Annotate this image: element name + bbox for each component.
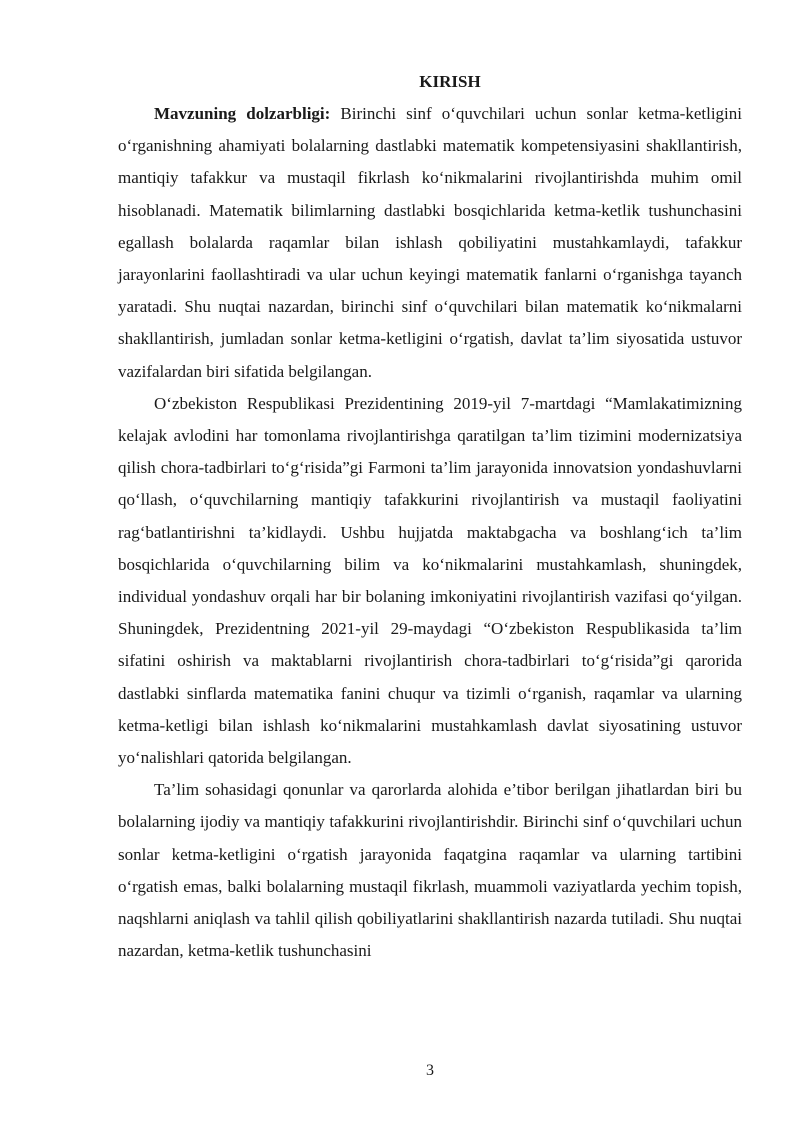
paragraph-text: Ta’lim sohasidagi qonunlar va qarorlarda alohida e’tibor berilgan jihatlardan biri bu bolalarning ijodiy va mantiqiy tafakkurini rivojlantirishdir. Birinchi sinf o‘quvchilari uchun sonlar ketma-ketligini o‘rgatish jarayonida faqatgina raqamlar va ularning tartibini o‘rgatish emas, balki bolalarning mustaqil fikrlash, muammoli vaziyatlarda yechim topish, naqshlarni aniqlash va tahlil qilish qobiliyatlarini shakllantirish nazarda tutiladi. Shu nuqtai nazardan, ketma-ketlik tushunchasini [118,780,742,961]
paragraph-decree [118,388,742,774]
document-page [118,72,742,967]
paragraph-text: Birinchi sinf o‘quvchilari uchun sonlar ketma-ketligini o‘rganishning ahamiyati bolalarning dastlabki matematik kompetensiyasini shakllantirish, mantiqiy tafakkur va mustaqil fikrlash ko‘nikmalarini rivojlantirishda muhim omil hisoblanadi. Matematik bilimlarning dastlabki bosqichlarida ketma-ketlik tushunchasini egallash bolalarda raqamlar bilan ishlash qobiliyatini mustahkamlaydi, tafakkur jarayonlarini faollashtiradi va ular uchun keyingi matematik fanlarni o‘rganishga tayanch yaratadi. Shu nuqtai nazardan, birinchi sinf o‘quvchilari bilan matematik ko‘nikmalarni shakllantirish, jumladan sonlar ketma-ketligini o‘rgatish, davlat ta’lim siyosatida ustuvor vazifalardan biri sifatida belgilangan. [118,104,743,381]
paragraph-relevance [118,98,742,388]
section-heading: KIRISH [419,72,481,91]
paragraph-thinking [118,774,742,967]
paragraph-text: O‘zbekiston Respublikasi Prezidentining 2019-yil 7-martdagi “Mamlakatimizning kelajak avlodini har tomonlama rivojlantirishga qaratilgan ta’lim tizimini modernizatsiya qilish chora-tadbirlari to‘g‘risida”gi Farmoni ta’lim jarayonida innovatsion yondashuvlarni qo‘llash, o‘quvchilarning mantiqiy tafakkurini rivojlantirish va mustaqil faoliyatini rag‘batlantirishni ta’kidlaydi. Ushbu hujjatda maktabgacha va boshlang‘ich ta’lim bosqichlarida o‘quvchilarning bilim va ko‘nikmalarini mustahkamlash, shuningdek, individual yondashuv orqali har bir bolaning imkoniyatini rivojlantirish vazifasi qo‘yilgan. Shuningdek, Prezidentning 2021-yil 29-maydagi “O‘zbekiston Respublikasida ta’lim sifatini oshirish va maktablarni rivojlantirish chora-tadbirlari to‘g‘risida”gi qarorida dastlabki sinflarda matematika fanini chuqur va tizimli o‘rganish, raqamlar va ularning ketma-ketligi bilan ishlash ko‘nikmalarini mustahkamlash davlat siyosatining ustuvor yo‘nalishlari qatorida belgilangan. [118,393,742,768]
page-number: 3 [426,1062,434,1079]
paragraph-lead: Mavzuning dolzarbligi: [154,104,331,123]
